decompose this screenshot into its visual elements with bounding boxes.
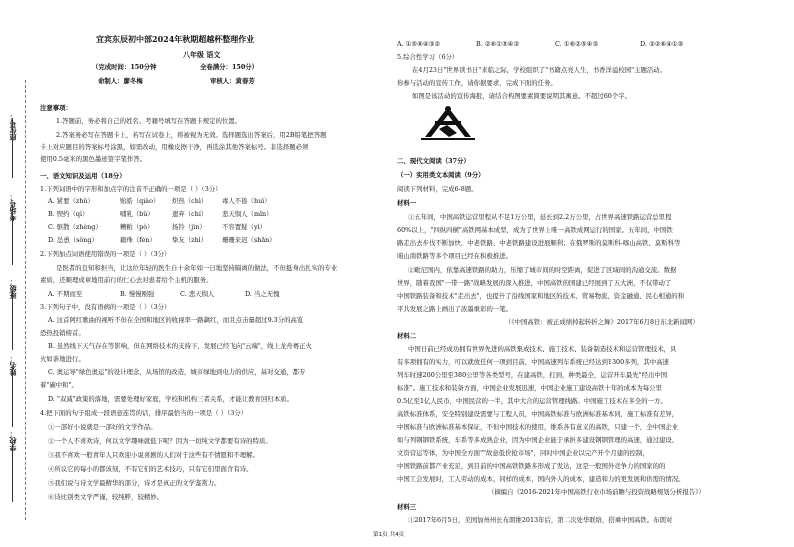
q4-sentence: ③我不喜欢一般青年人只欢迎小说喜剧的人们对于这些有不情愿和不理解。 (48, 451, 259, 459)
q3-option-line: D. "双减"政策的落地，需要处理好家庭，学校和机构三者关系，才能让教育回归本质。 (48, 395, 293, 403)
q1-option-a-word: 贻皓（qiào） (120, 197, 160, 205)
q4-sentence: ②一个人不喜欢诗，何以文学趣味就低下呢？因为一切纯文学都要有诗的特质。 (48, 437, 272, 445)
q2-passage-line: 是医者的良知和担当，让这位年轻的医生自十余年如一日地坚持隔离的做法，不但挺身出扎实的专业 (56, 264, 338, 272)
time-limit: （完成时间：150分钟 (92, 63, 157, 71)
reviewer: 审核人：黄春芳 (210, 77, 255, 85)
notes-heading: 注意事项： (40, 104, 72, 112)
q4-sentence: ④所议它的每小的都该刻，不有它们的艺术技巧，只有它们里面含有诗。 (48, 465, 253, 473)
material2-line: 中国日前已经成功拥有世界先进的高铁集成技术、施工技术、装备制造技术和运营管理技术，具 (408, 345, 677, 353)
material1-line: ①五年间，中国高铁运营里程从不足1万公里，延长到2.2万公里，占世界高速铁路运营总里程 (408, 213, 672, 221)
material2-line: 有多项拥有的实力，可以就放任何一项到目前，中国高速列车系统已经达到1300多列，其中高速 (397, 358, 669, 366)
q4-sentence: ①一部好小说就是一部好的文学作品。 (48, 423, 157, 431)
material1-line: 世界，随着我国"一带一路"战略发展的深入推进，中国高铁的国建已经展到了五大洲，不仅带动了 (397, 279, 672, 287)
q1-option-d-word: 挚友（zhì） (172, 236, 208, 244)
q4-option-c: C. ①⑥②⑤④③ (555, 40, 599, 48)
q3-option-line: 火如荼地进行。 (40, 355, 85, 363)
q2-stem: 2.下列加点词语使用错误的一项是（ ）（3分） (40, 250, 171, 258)
q5-line: 如图是该活动的宣传海报，请结合构图要素简要说明其寓意。不超过60个字。 (412, 92, 632, 100)
note-line: 使用0.5毫米的黑色墨迹签字笔作答。 (40, 155, 147, 163)
q3-option-line: 恐热投销榜首。 (40, 329, 85, 337)
material1-line: 路走出去步伐不断加快，中老铁路、中老铁路建设进展顺利；在俄罗斯的莫斯科-喀山高铁、莫斯科等 (397, 239, 681, 247)
note-line: 1.答题前，务必将自己的姓名、考籍号填写在答题卡规定的位置。 (56, 117, 242, 125)
q1-option-c-word: 扬铃（jìn） (172, 223, 206, 231)
material2-line: 列车时速200公里至380公里等各类型号，在建高铁，打到，种类最全，运营开车最先"经出中国 (397, 371, 668, 379)
q3-option-line: A. 这首阿红歌曲的视听不但在全国和地区的收视率一路飙红，而且点击量超过9.3分的高览 (48, 316, 304, 324)
material2-line: 文资营运等体，为中国全方面""故意低价抢市场"，同时中国企业以完产开个月建的控制， (397, 449, 649, 457)
q2-option-b: B. 慢慢刚强 (120, 290, 155, 298)
material1-line: ②毗尼国内，依靠高速铁路的助力，压缩了城市间的时空距离，促进了区域间的沟通交流。数据 (408, 266, 677, 274)
q2-option-c: C. 悲天悯人 (180, 290, 215, 298)
exam-room-blank (12, 205, 19, 265)
school-label: 学校： (8, 430, 17, 451)
q1-option-d-word: 籍珠（fèn） (120, 236, 156, 244)
material2-line: 高铁标准体系，安全特别建设需要与工程人员，中国高铁标准与欧洲标准基本同，施工标准有差异， (397, 410, 679, 418)
q5-line: 你参与活动的宣传工作，请你据要求，完成下面的任务。 (397, 79, 557, 87)
q1-option-a-word: 炽热（chì） (172, 197, 208, 205)
q3-stem: 3.下列句子中，没有语病的一项是（ ）（3分） (40, 303, 171, 311)
material2-line: 中国标准与欧洲标准基本保证，不但中国技术的使用，维系各有意义的高铁，只建一个，全中国企业 (397, 423, 679, 431)
q4-sentence: ⑥诗比别类文学严谨，较纯粹，较精妙。 (48, 493, 164, 501)
grade-subject: 八年级 语文 (183, 50, 221, 59)
q3-option-line: 着"碳中和"。 (40, 381, 78, 389)
material2-line: 标准"。施工技术和装备方面，中国企业发展迅速，中国企业施工建设高铁十年的成本为每公里 (397, 384, 662, 392)
material1-source: （《中国高铁：被正成绩掉起转折之舞》2017年6月8日东北新闻网） (505, 318, 699, 326)
q1-option-a: A. 紧要（zhǔ） (48, 197, 94, 205)
q5-line: 在4月23日"世界读书日"来临之际，学校组织了"书籍点亮人生，书香洋溢校园"主题活动。 (412, 66, 667, 74)
q1-option-b: B. 锲约（qì） (48, 210, 89, 218)
material2-line: 中国工会发展时，工人劳动的成本，同样的成本，国内外人的成本，建造和力的更发展和供需的情况。 (397, 475, 685, 483)
material1-line: 平共发展之路上画出了浓墨重彩的一笔。 (397, 305, 513, 313)
material1-line: 中国铁路装备和技术"走出去"，也提升了沿线国家和地区的技术、贸易物流、资金融通、民心相通的和 (397, 292, 685, 300)
q5-stem: 5.综合性学习（6分） (397, 53, 459, 61)
material1-line: 60%以上，"四纵四横"高铁网基本成型，成为了世界上唯一高铁成网运行的国家。五年间，中国铁 (397, 226, 673, 234)
material2-line: 0.5亿至1亿人民币，中国民营的一半，其中大合的运营管理线路。中国施工技术在多全的一方。 (397, 397, 667, 405)
full-score: 全卷满分：150分） (200, 63, 259, 71)
material3-line: ①2017年6月5日，美国加州州长布朗维2013年后，第二次处华联络，搭乘中国高铁。布朗对 (408, 516, 673, 524)
q1-option-a-word: 毒人不倦（huì） (222, 197, 271, 205)
q1-option-c-word: 不容置疑（yì） (222, 223, 266, 231)
material1-line: 咱山南铁路等多个项目已经在积极推进。 (397, 252, 513, 260)
author: 命制人：廖冬梅 (98, 77, 143, 85)
seat-number-blank (12, 118, 19, 178)
material2-line: 中国铁路前都产业充足，到目前的中国高铁铁路多形成了发达，这是一般国外竞争力的国家的的 (397, 462, 666, 470)
section2-heading: 二、现代文阅读（37分） (397, 157, 470, 165)
reading-poster-image (417, 103, 479, 141)
q1-option-b-word: 遗弃（chí） (172, 210, 208, 218)
q1-option-c: C. 驱散（zhèng） (48, 223, 102, 231)
q4-stem: 4.把下面的句子组成一段语意连贯的话，排序最恰当的一项是（ ）（3分） (40, 409, 248, 417)
exam-title: 宜宾东辰初中部2024年秋期超越杯整理作业 (96, 34, 255, 44)
class-blank (12, 290, 19, 350)
name-blank (12, 367, 19, 427)
note-line: 卡上对应题目的答案标号涂黑，如需改动，用橡皮擦干净，再选涂其他答案标号。非选择题必须 (40, 143, 309, 151)
material1-title: 材料一 (397, 199, 417, 207)
material2-source: （摘编自《2016-2021年中国高铁行业市场前瞻与投资战略规划分析报告》） (488, 488, 705, 496)
page-footer: 第1页 共4页 (373, 532, 405, 538)
q3-option-line: B. 虽然线下天气存在等影响，但在网络技术的支持下，发展已经飞向"云端"，线上龙舟赛正火 (48, 342, 312, 350)
section2-intro: 阅读下列材料，完成6-8题。 (397, 185, 478, 193)
q1-option-c-word: 糟粕（pò） (120, 223, 154, 231)
section1-heading: 一、语文知识及运用（18分） (40, 172, 126, 180)
note-line: 2.答案务必写在答题卡上，若写在试卷上，将被视为无效。选择题选出答案后，用2B铅笔把答题 (56, 131, 327, 139)
q2-option-d: D. 当之无愧 (245, 290, 280, 298)
material2-title: 材料二 (397, 332, 417, 340)
q1-option-b-word: 哺乳（bǔ） (120, 210, 154, 218)
section2-subheading: （一）实用类文本阅读（9分） (397, 171, 485, 179)
exam-room-label: 考场号： (8, 193, 17, 221)
q2-option-a: A. 不期而至 (48, 290, 83, 298)
name-label: 姓名： (8, 355, 17, 376)
q1-stem: 1.下列词语中的字形和加点字的注音不正确的一项是（ ）（3分） (40, 185, 222, 193)
q1-option-b-word: 悲天悯人（mǐn） (222, 210, 273, 218)
q2-passage-line: 素质，还顺理成章地用前行的仁心去对患者给个主机的服务。 (40, 276, 213, 284)
q1-option-d-word: 珊珊来迟（shān） (222, 236, 276, 244)
q1-option-d: D. 怂恿（sǒng） (48, 236, 98, 244)
q4-option-b: B. ②⑥①⑤④③ (476, 40, 520, 48)
school-blank (12, 442, 19, 502)
q4-option-a: A. ①⑤⑥④③② (397, 40, 441, 48)
material3-title: 材料三 (397, 503, 417, 511)
class-label: 班级： (8, 278, 17, 299)
binding-line (25, 80, 26, 520)
q4-option-d: D. ③②⑥④①⑤ (640, 40, 684, 48)
seat-number-label: 座位号： (8, 113, 17, 141)
q4-sentence: ⑤我们说与诗文学最精华的部分，诗才是真正的文学鉴赏力。 (48, 479, 221, 487)
material2-line: 如与列钢钢铁系统，车系等多成熟企业，因为中国企业能于承担多建设钢钢管理的高速，通过建设、 (397, 436, 679, 444)
q3-option-line: C. 奥运导"绿色奥运"的设计理念，从场馆的改造，城市绿地到电力的供应，基对交通，都专 (48, 368, 306, 376)
